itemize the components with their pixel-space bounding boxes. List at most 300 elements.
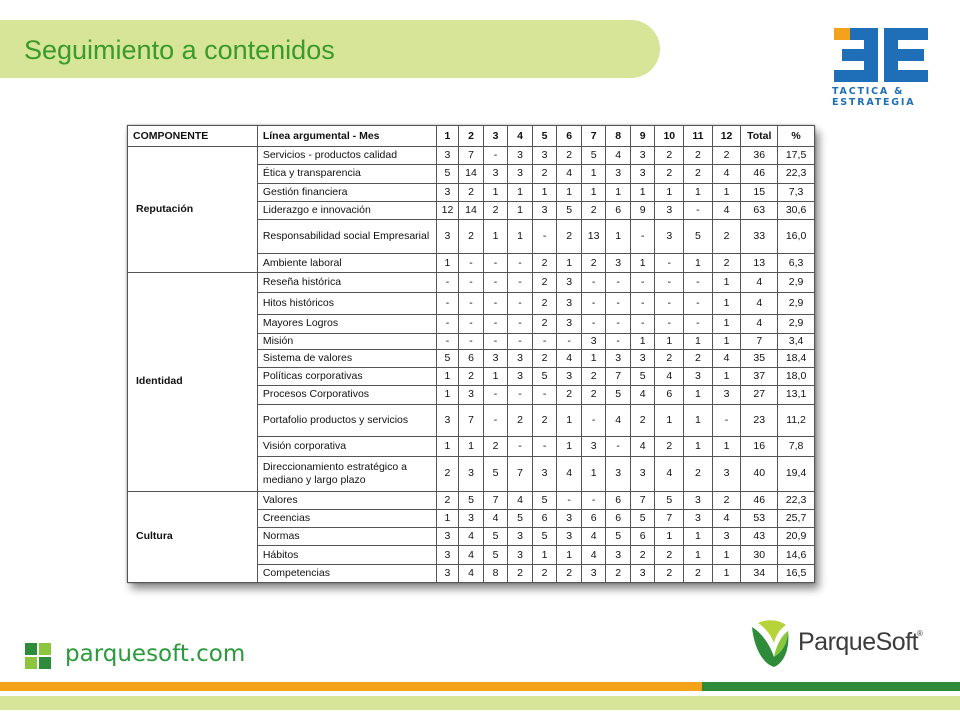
month-value-cell: 1 [712, 564, 741, 582]
month-value-cell: 2 [532, 349, 557, 367]
month-value-cell: 1 [436, 254, 458, 272]
table-row [128, 147, 815, 165]
month-value-cell: 3 [557, 509, 582, 527]
percent-cell: 11,2 [778, 404, 815, 436]
month-value-cell: - [532, 220, 557, 254]
month-value-cell: - [459, 292, 484, 314]
month-value-cell: 13 [581, 220, 606, 254]
month-value-cell: 3 [557, 368, 582, 386]
percent-cell: 16,5 [778, 564, 815, 582]
month-value-cell: 3 [630, 147, 655, 165]
total-cell: 53 [741, 509, 778, 527]
month-value-cell: 3 [436, 546, 458, 564]
column-header: 11 [684, 126, 713, 147]
month-value-cell: 2 [655, 165, 684, 183]
month-value-cell: 3 [655, 201, 684, 219]
month-value-cell: - [483, 386, 508, 404]
total-cell: 37 [741, 368, 778, 386]
month-value-cell: 2 [459, 220, 484, 254]
row-label: Gestión financiera [257, 183, 436, 201]
month-value-cell: 1 [436, 386, 458, 404]
row-label: Servicios - productos calidad [257, 147, 436, 165]
month-value-cell: 5 [436, 165, 458, 183]
total-cell: 7 [741, 333, 778, 349]
row-label: Hitos históricos [257, 292, 436, 314]
month-value-cell: 1 [712, 315, 741, 333]
total-cell: 16 [741, 436, 778, 456]
month-value-cell: - [606, 436, 631, 456]
month-value-cell: 1 [712, 436, 741, 456]
total-cell: 30 [741, 546, 778, 564]
percent-cell: 7,8 [778, 436, 815, 456]
month-value-cell: 3 [630, 564, 655, 582]
row-label: Competencias [257, 564, 436, 582]
month-value-cell: 2 [684, 165, 713, 183]
month-value-cell: 2 [557, 386, 582, 404]
month-value-cell: 5 [532, 491, 557, 509]
month-value-cell: 2 [655, 546, 684, 564]
month-value-cell: - [508, 386, 533, 404]
row-label: Responsabilidad social Empresarial [257, 220, 436, 254]
month-value-cell: 2 [508, 564, 533, 582]
month-value-cell: 3 [606, 254, 631, 272]
column-header: 6 [557, 126, 582, 147]
month-value-cell: 1 [655, 528, 684, 546]
row-label: Direccionamiento estratégico a mediano y largo plazo [257, 457, 436, 491]
month-value-cell: - [684, 201, 713, 219]
month-value-cell: 3 [606, 165, 631, 183]
month-value-cell: 1 [532, 546, 557, 564]
footer-bar-light [0, 696, 960, 710]
month-value-cell: 2 [684, 457, 713, 491]
component-cell: Identidad [128, 272, 258, 491]
parquesoft-brand: ParqueSoft [798, 628, 919, 656]
column-header: 1 [436, 126, 458, 147]
month-value-cell: 2 [712, 220, 741, 254]
percent-cell: 2,9 [778, 292, 815, 314]
footer-bar-orange [0, 682, 702, 691]
column-header: 9 [630, 126, 655, 147]
month-value-cell: 3 [630, 457, 655, 491]
month-value-cell: 2 [684, 147, 713, 165]
month-value-cell: 5 [655, 491, 684, 509]
month-value-cell: 3 [581, 564, 606, 582]
month-value-cell: - [508, 436, 533, 456]
month-value-cell: - [459, 254, 484, 272]
month-value-cell: 3 [557, 292, 582, 314]
table-row [128, 491, 815, 509]
content-table-card [127, 125, 815, 583]
percent-cell: 6,3 [778, 254, 815, 272]
month-value-cell: 1 [655, 404, 684, 436]
month-value-cell: 1 [557, 436, 582, 456]
row-label: Procesos Corporativos [257, 386, 436, 404]
column-header: 2 [459, 126, 484, 147]
row-label: Valores [257, 491, 436, 509]
month-value-cell: 2 [459, 183, 484, 201]
month-value-cell: 4 [508, 491, 533, 509]
month-value-cell: - [483, 333, 508, 349]
month-value-cell: 3 [630, 349, 655, 367]
row-label: Normas [257, 528, 436, 546]
parquesoft-leaf-icon [744, 617, 804, 669]
month-value-cell: - [483, 404, 508, 436]
month-value-cell: 1 [684, 546, 713, 564]
month-value-cell: 1 [712, 292, 741, 314]
month-value-cell: - [459, 315, 484, 333]
percent-cell: 13,1 [778, 386, 815, 404]
month-value-cell: 12 [436, 201, 458, 219]
month-value-cell: 1 [557, 404, 582, 436]
month-value-cell: 3 [532, 201, 557, 219]
table-row [128, 272, 815, 292]
month-value-cell: 6 [459, 349, 484, 367]
total-cell: 23 [741, 404, 778, 436]
month-value-cell: 3 [712, 528, 741, 546]
month-value-cell: 6 [606, 509, 631, 527]
month-value-cell: 1 [483, 183, 508, 201]
month-value-cell: 4 [655, 457, 684, 491]
row-label: Misión [257, 333, 436, 349]
total-cell: 46 [741, 165, 778, 183]
month-value-cell: 3 [581, 436, 606, 456]
month-value-cell: 4 [606, 147, 631, 165]
month-value-cell: - [436, 292, 458, 314]
month-value-cell: - [581, 292, 606, 314]
component-cell: Reputación [128, 147, 258, 273]
month-value-cell: 1 [712, 368, 741, 386]
month-value-cell: 2 [655, 564, 684, 582]
month-value-cell: - [483, 254, 508, 272]
month-value-cell: 3 [557, 272, 582, 292]
month-value-cell: 2 [581, 386, 606, 404]
month-value-cell: 1 [684, 183, 713, 201]
month-value-cell: 1 [655, 333, 684, 349]
month-value-cell: 3 [655, 220, 684, 254]
month-value-cell: - [508, 272, 533, 292]
month-value-cell: 7 [630, 491, 655, 509]
month-value-cell: 8 [483, 564, 508, 582]
month-value-cell: - [459, 272, 484, 292]
month-value-cell: 3 [459, 457, 484, 491]
month-value-cell: 3 [483, 165, 508, 183]
month-value-cell: 4 [557, 457, 582, 491]
month-value-cell: - [557, 491, 582, 509]
month-value-cell: - [483, 147, 508, 165]
month-value-cell: 2 [532, 272, 557, 292]
month-value-cell: 3 [630, 165, 655, 183]
month-value-cell: - [581, 272, 606, 292]
month-value-cell: 2 [684, 564, 713, 582]
month-value-cell: 5 [606, 528, 631, 546]
month-value-cell: 5 [436, 349, 458, 367]
month-value-cell: 6 [581, 509, 606, 527]
month-value-cell: 5 [581, 147, 606, 165]
month-value-cell: 4 [630, 436, 655, 456]
website-link[interactable]: parquesoft.com [65, 641, 246, 667]
month-value-cell: 5 [557, 201, 582, 219]
column-header: 5 [532, 126, 557, 147]
month-value-cell: 7 [459, 147, 484, 165]
percent-cell: 22,3 [778, 165, 815, 183]
row-label: Ética y transparencia [257, 165, 436, 183]
total-cell: 15 [741, 183, 778, 201]
month-value-cell: 7 [606, 368, 631, 386]
month-value-cell: - [655, 315, 684, 333]
month-value-cell: 4 [712, 509, 741, 527]
column-header: Total [741, 126, 778, 147]
percent-cell: 16,0 [778, 220, 815, 254]
month-value-cell: 3 [581, 333, 606, 349]
footer-bar-green [702, 682, 960, 691]
month-value-cell: - [606, 315, 631, 333]
logo-3e-line2: ESTRATEGIA [832, 97, 916, 108]
month-value-cell: 14 [459, 201, 484, 219]
month-value-cell: 5 [532, 368, 557, 386]
percent-cell: 20,9 [778, 528, 815, 546]
column-header: COMPONENTE [128, 126, 258, 147]
row-label: Hábitos [257, 546, 436, 564]
month-value-cell: 1 [508, 183, 533, 201]
month-value-cell: - [436, 315, 458, 333]
month-value-cell: - [606, 333, 631, 349]
logo-3e-subtitle [832, 86, 932, 108]
month-value-cell: 2 [557, 147, 582, 165]
month-value-cell: 1 [606, 183, 631, 201]
month-value-cell: 3 [557, 315, 582, 333]
month-value-cell: 2 [483, 201, 508, 219]
month-value-cell: 3 [459, 509, 484, 527]
month-value-cell: - [630, 292, 655, 314]
month-value-cell: 6 [606, 491, 631, 509]
column-header: 4 [508, 126, 533, 147]
month-value-cell: - [684, 272, 713, 292]
month-value-cell: 1 [684, 254, 713, 272]
month-value-cell: 1 [436, 436, 458, 456]
month-value-cell: 1 [606, 220, 631, 254]
month-value-cell: 7 [655, 509, 684, 527]
month-value-cell: 2 [581, 201, 606, 219]
month-value-cell: 4 [483, 509, 508, 527]
month-value-cell: 2 [459, 368, 484, 386]
month-value-cell: 3 [508, 349, 533, 367]
month-value-cell: 3 [436, 183, 458, 201]
month-value-cell: 2 [712, 147, 741, 165]
month-value-cell: 4 [459, 546, 484, 564]
month-value-cell: 1 [655, 183, 684, 201]
column-header: 8 [606, 126, 631, 147]
month-value-cell: 2 [655, 349, 684, 367]
total-cell: 35 [741, 349, 778, 367]
month-value-cell: 3 [532, 457, 557, 491]
month-value-cell: 5 [483, 528, 508, 546]
month-value-cell: 7 [483, 491, 508, 509]
percent-cell: 7,3 [778, 183, 815, 201]
total-cell: 63 [741, 201, 778, 219]
month-value-cell: 5 [508, 509, 533, 527]
month-value-cell: 1 [483, 220, 508, 254]
month-value-cell: - [630, 220, 655, 254]
month-value-cell: 3 [483, 349, 508, 367]
month-value-cell: 2 [630, 404, 655, 436]
month-value-cell: 5 [459, 491, 484, 509]
month-value-cell: 5 [606, 386, 631, 404]
percent-cell: 3,4 [778, 333, 815, 349]
month-value-cell: 3 [684, 368, 713, 386]
month-value-cell: 3 [557, 528, 582, 546]
percent-cell: 17,5 [778, 147, 815, 165]
percent-cell: 2,9 [778, 315, 815, 333]
month-value-cell: 2 [532, 315, 557, 333]
month-value-cell: - [581, 491, 606, 509]
month-value-cell: 1 [684, 386, 713, 404]
month-value-cell: - [655, 254, 684, 272]
month-value-cell: - [436, 272, 458, 292]
row-label: Portafolio productos y servicios [257, 404, 436, 436]
column-header: % [778, 126, 815, 147]
month-value-cell: 1 [684, 404, 713, 436]
month-value-cell: 2 [557, 220, 582, 254]
percent-cell: 30,6 [778, 201, 815, 219]
month-value-cell: 3 [712, 386, 741, 404]
month-value-cell: 5 [483, 457, 508, 491]
month-value-cell: 2 [581, 254, 606, 272]
month-value-cell: 1 [557, 546, 582, 564]
month-value-cell: 2 [532, 404, 557, 436]
month-value-cell: - [712, 404, 741, 436]
month-value-cell: 2 [655, 147, 684, 165]
total-cell: 34 [741, 564, 778, 582]
total-cell: 4 [741, 292, 778, 314]
month-value-cell: 7 [508, 457, 533, 491]
month-value-cell: 5 [630, 368, 655, 386]
month-value-cell: 1 [684, 333, 713, 349]
total-cell: 4 [741, 272, 778, 292]
month-value-cell: 1 [436, 509, 458, 527]
month-value-cell: - [581, 404, 606, 436]
slide-title: Seguimiento a contenidos [24, 35, 335, 65]
content-tracking-table [127, 125, 815, 583]
month-value-cell: 3 [459, 386, 484, 404]
month-value-cell: 2 [655, 436, 684, 456]
month-value-cell: - [684, 315, 713, 333]
month-value-cell: - [557, 333, 582, 349]
month-value-cell: 1 [581, 165, 606, 183]
month-value-cell: 3 [436, 147, 458, 165]
row-label: Políticas corporativas [257, 368, 436, 386]
month-value-cell: 3 [606, 457, 631, 491]
column-header: 3 [483, 126, 508, 147]
logo-3e-line1: TACTICA & [832, 86, 905, 97]
month-value-cell: - [483, 272, 508, 292]
month-value-cell: 3 [508, 546, 533, 564]
month-value-cell: 2 [606, 564, 631, 582]
month-value-cell: - [655, 292, 684, 314]
month-value-cell: 3 [436, 564, 458, 582]
percent-cell: 25,7 [778, 509, 815, 527]
month-value-cell: 3 [436, 220, 458, 254]
month-value-cell: - [508, 333, 533, 349]
month-value-cell: - [684, 292, 713, 314]
month-value-cell: 6 [606, 201, 631, 219]
registered-mark: ® [917, 629, 923, 638]
table-header-row [128, 126, 815, 147]
total-cell: 36 [741, 147, 778, 165]
component-cell: Cultura [128, 491, 258, 582]
month-value-cell: 4 [459, 528, 484, 546]
month-value-cell: 1 [557, 254, 582, 272]
row-label: Visión corporativa [257, 436, 436, 456]
month-value-cell: 14 [459, 165, 484, 183]
column-header: Línea argumental - Mes [257, 126, 436, 147]
month-value-cell: 2 [557, 564, 582, 582]
month-value-cell: 2 [483, 436, 508, 456]
total-cell: 4 [741, 315, 778, 333]
total-cell: 13 [741, 254, 778, 272]
month-value-cell: - [532, 436, 557, 456]
month-value-cell: 1 [557, 183, 582, 201]
month-value-cell: 4 [581, 528, 606, 546]
month-value-cell: 1 [630, 183, 655, 201]
month-value-cell: 6 [630, 528, 655, 546]
percent-cell: 14,6 [778, 546, 815, 564]
row-label: Sistema de valores [257, 349, 436, 367]
month-value-cell: 1 [630, 254, 655, 272]
month-value-cell: 4 [712, 165, 741, 183]
row-label: Mayores Logros [257, 315, 436, 333]
month-value-cell: 1 [684, 436, 713, 456]
month-value-cell: - [483, 292, 508, 314]
month-value-cell: - [606, 272, 631, 292]
row-label: Creencias [257, 509, 436, 527]
month-value-cell: - [436, 333, 458, 349]
month-value-cell: 4 [630, 386, 655, 404]
month-value-cell: 1 [436, 368, 458, 386]
month-value-cell: 2 [581, 368, 606, 386]
total-cell: 27 [741, 386, 778, 404]
percent-cell: 2,9 [778, 272, 815, 292]
month-value-cell: - [508, 254, 533, 272]
month-value-cell: 1 [508, 201, 533, 219]
month-value-cell: 3 [508, 147, 533, 165]
month-value-cell: - [655, 272, 684, 292]
percent-cell: 19,4 [778, 457, 815, 491]
month-value-cell: - [606, 292, 631, 314]
row-label: Liderazgo e innovación [257, 201, 436, 219]
month-value-cell: 2 [508, 404, 533, 436]
month-value-cell: 4 [655, 368, 684, 386]
month-value-cell: 1 [712, 546, 741, 564]
month-value-cell: 3 [508, 165, 533, 183]
month-value-cell: - [630, 315, 655, 333]
month-value-cell: - [459, 333, 484, 349]
month-value-cell: - [532, 386, 557, 404]
month-value-cell: 4 [712, 349, 741, 367]
total-cell: 33 [741, 220, 778, 254]
month-value-cell: 5 [483, 546, 508, 564]
month-value-cell: 2 [532, 564, 557, 582]
month-value-cell: 2 [436, 491, 458, 509]
logo-3-mark [834, 28, 878, 82]
column-header: 7 [581, 126, 606, 147]
month-value-cell: 1 [712, 272, 741, 292]
total-cell: 40 [741, 457, 778, 491]
month-value-cell: 4 [581, 546, 606, 564]
month-value-cell: 1 [630, 333, 655, 349]
month-value-cell: 2 [630, 546, 655, 564]
month-value-cell: 1 [483, 368, 508, 386]
month-value-cell: 3 [532, 147, 557, 165]
